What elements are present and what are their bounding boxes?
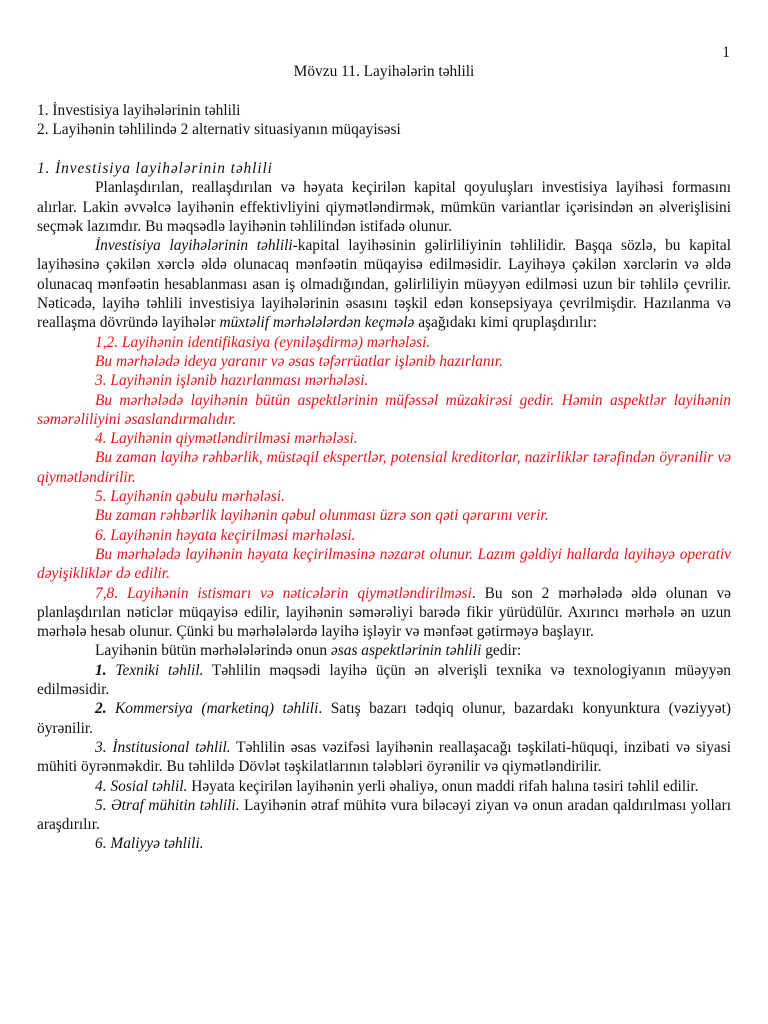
aspect-item (37, 777, 731, 796)
aspect-item (37, 834, 731, 853)
stage-title: 5. Layihənin qəbulu mərhələsi. (95, 488, 285, 506)
definition-paragraph (37, 236, 731, 332)
aspect-item (37, 738, 731, 777)
aspects-intro (37, 641, 731, 660)
aspect-number: 2. (95, 700, 107, 718)
stage-description: Bu zaman layihə rəhbərlik, müstəqil ekspertlər, potensial kreditorlar, nazirliklər tərəfindən öyrənilir və qiymətləndirilir. (37, 449, 731, 486)
aspect-number: 1. (95, 661, 107, 679)
stage-description: Bu mərhələdə layihənin həyata keçirilməsinə nəzarət olunur. Lazım gəldiyi hallarda layihəyə operativ dəyişikliklər də edilir. (37, 545, 731, 583)
aspect-text: . Satış bazarı tədqiq olunur, bazardakı konyunktura (vəziyyət) öyrənilir. (37, 700, 731, 737)
aspect-text: Təhlilin məqsədi layihə üçün ən əlverişli texnika və texnologiyanın müəyyən edilməsidir. (37, 661, 731, 699)
aspect-text: Həyata keçirilən layihənin yerli əhaliyə, onun maddi rifah halına təsiri təhlil edilir. (187, 777, 699, 795)
aspect-label: Kommersiya (marketinq) təhlili (115, 700, 319, 718)
stage78-text: . Bu son 2 mərhələdə əldə olunan və planlaşdırılan nəticlər müqayisə edilir, layihənin səmərəliyi barədə fikir yürüdülür. Axırıncı mərhələ ən uzun mərhələ hesab olunur. Çünki bu mərhələlərdə layihə işləyir və mənfəət gətirməyə başlayır. (37, 584, 731, 641)
aspect-item (37, 699, 731, 738)
table-of-contents (37, 101, 401, 140)
definition-text-b: aşağıdakı kimi qruplaşdırılır: (414, 314, 597, 332)
section-body (37, 159, 731, 854)
definition-term2: müxtəlif mərhələlərdən keçmələ (219, 314, 415, 332)
stage78-paragraph (37, 584, 731, 642)
aspect-number: 5. (95, 796, 107, 814)
aspects-intro-b: gedir: (481, 642, 522, 660)
stage-title: 6. Layihənin həyata keçirilməsi mərhələsi. (95, 526, 356, 544)
aspect-label: Maliyyə təhlili. (110, 835, 204, 853)
aspect-number: 4. (95, 777, 107, 795)
aspects-intro-term: əsas aspektlərinin təhlili (330, 642, 482, 660)
stage78-label: 7,8. Layihənin istismarı və nəticələrin qiymətləndirilməsi (95, 584, 472, 602)
aspect-number: 6. (95, 835, 107, 853)
aspect-text: Layihənin ətraf mühitə vura biləcəyi ziyan və onun aradan qaldırılması yolları araşdırılır. (37, 796, 731, 834)
stage-title: 4. Layihənin qiymətləndirilməsi mərhələsi. (95, 430, 358, 448)
aspect-item (37, 661, 731, 700)
intro-paragraph: Planlaşdırılan, reallaşdırılan və həyata keçirilən kapital qoyuluşları investisiya layihəsi formasını alırlar. Lakin əvvəlcə layihənin effektivliyini qiymətləndirmək, mümkün variantlar içərisindən ən əlverişlisini seçmək lazımdır. Bu məqsədlə layihənin təhlilindən istifadə olunur. (37, 179, 731, 235)
aspect-number: 3. (95, 738, 107, 756)
toc-item: 2. Layihənin təhlilində 2 alternativ situasiyanın müqayisəsi (37, 121, 401, 139)
aspect-label: Sosial təhlil. (110, 777, 188, 795)
stage-title: 1,2. Layihənin identifikasiya (eyniləşdirmə) mərhələsi. (95, 333, 431, 351)
stage-description: Bu zaman rəhbərlik layihənin qəbul olunması üzrə son qəti qərarını verir. (95, 507, 549, 525)
definition-term: İnvestisiya layihələrinin təhlili (95, 237, 293, 255)
aspect-label: İnstitusional təhlil. (112, 738, 231, 756)
aspect-item (37, 796, 731, 835)
aspect-label: Texniki təhlil. (115, 661, 204, 679)
aspects-intro-a: Layihənin bütün mərhələlərində onun (95, 642, 331, 660)
toc-item: 1. İnvestisiya layihələrinin təhlili (37, 102, 241, 119)
page-number: 1 (722, 44, 730, 61)
stage-description: Bu mərhələdə ideya yaranır və əsas təfərrüatlar işlənib hazırlanır. (95, 352, 503, 370)
aspect-label: Ətraf mühitin təhlili. (110, 796, 240, 814)
stage-title: 3. Layihənin işlənib hazırlanması mərhələsi. (95, 372, 369, 390)
document-title: Mövzu 11. Layihələrin təhlili (293, 63, 475, 80)
definition-text-a: -kapital layihəsinin gəlirliliyinin təhlilidir. Başqa sözlə, bu kapital layihəsinə çəkilən xərclə əldə olunacaq mənfəətin müqayisə edilməsidir. Layihəyə çəkilən xərclərin və əldə olunacaq mənfəətin hesablanması asan iş olmadığından, gəlirliliyin müəyyən edilməsi uzun bir təhlilə çevrilir. Nəticədə, layihə təhlili investisiya layihələrinin əsasını təşkil edən konsepsiyaya çevrilmişdir. Hazılanma və reallaşma dövründə layihələr (37, 237, 731, 332)
aspect-text: Təhlilin əsas vəzifəsi layihənin reallaşacağı təşkilati-hüquqi, inzibati və siyasi mühiti öyrənməkdir. Bu təhlildə Dövlət təşkilatlarının tələbləri öyrənilir və qiymətləndirilir. (37, 738, 731, 776)
section-heading: 1. İnvestisiya layihələrinin təhlili (37, 160, 273, 177)
stage-description: Bu mərhələdə layihənin bütün aspektlərinin müfəssəl müzakirəsi gedir. Həmin aspektlər layihənin səmərəliliyini əsaslandırmalıdır. (37, 391, 731, 428)
